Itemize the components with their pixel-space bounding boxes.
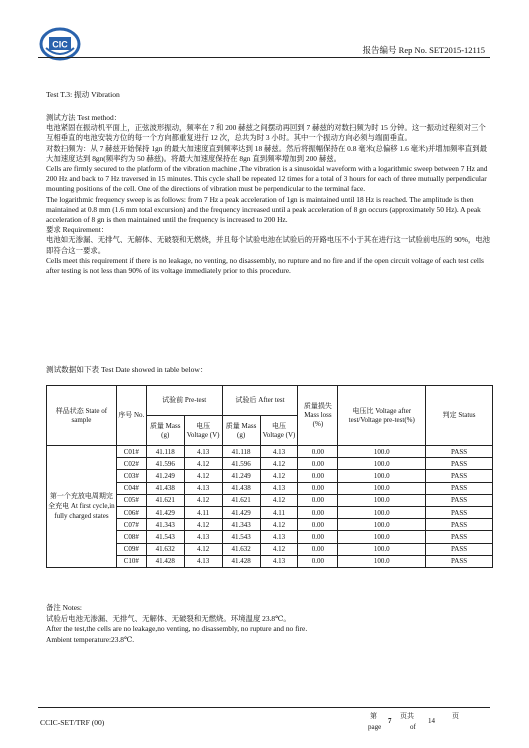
header-post-voltage: 电压 Voltage (V) bbox=[260, 416, 298, 446]
cell-post-mass: 41.543 bbox=[222, 531, 260, 543]
cell-pre-mass: 41.543 bbox=[146, 531, 184, 543]
cell-post-v: 4.11 bbox=[260, 506, 298, 518]
cell-pre-mass: 41.118 bbox=[146, 446, 184, 458]
cell-pre-v: 4.13 bbox=[184, 531, 222, 543]
header-after-test: 试验后 After test bbox=[222, 386, 298, 416]
cell-post-mass: 41.118 bbox=[222, 446, 260, 458]
cell-ratio: 100.0 bbox=[338, 470, 426, 482]
cell-loss: 0.00 bbox=[298, 458, 338, 470]
page-cn-total: 页共 bbox=[400, 712, 414, 720]
cell-post-v: 4.13 bbox=[260, 482, 298, 494]
cell-no: C09# bbox=[116, 543, 146, 555]
method-label: 测试方法 Test method： bbox=[46, 113, 122, 122]
page-en: page bbox=[368, 723, 382, 731]
footer-divider bbox=[38, 707, 490, 708]
cell-post-v: 4.12 bbox=[260, 470, 298, 482]
cell-post-mass: 41.428 bbox=[222, 555, 260, 567]
cell-pre-mass: 41.249 bbox=[146, 470, 184, 482]
cell-pre-v: 4.13 bbox=[184, 482, 222, 494]
cell-ratio: 100.0 bbox=[338, 555, 426, 567]
cell-pre-mass: 41.343 bbox=[146, 519, 184, 531]
cell-loss: 0.00 bbox=[298, 506, 338, 518]
cell-post-mass: 41.429 bbox=[222, 506, 260, 518]
cell-pre-mass: 41.596 bbox=[146, 458, 184, 470]
cell-no: C10# bbox=[116, 555, 146, 567]
cell-post-mass: 41.438 bbox=[222, 482, 260, 494]
cell-loss: 0.00 bbox=[298, 555, 338, 567]
header-no: 序号 No. bbox=[116, 386, 146, 446]
header-voltage-ratio: 电压比 Voltage after test/Voltage pre-test(%) bbox=[338, 386, 426, 446]
header-pre-mass: 质量 Mass (g) bbox=[146, 416, 184, 446]
cell-ratio: 100.0 bbox=[338, 446, 426, 458]
cell-ratio: 100.0 bbox=[338, 458, 426, 470]
cell-ratio: 100.0 bbox=[338, 531, 426, 543]
method-block bbox=[46, 113, 492, 276]
cell-pre-mass: 41.632 bbox=[146, 543, 184, 555]
cell-loss: 0.00 bbox=[298, 519, 338, 531]
cell-ratio: 100.0 bbox=[338, 482, 426, 494]
cell-ratio: 100.0 bbox=[338, 543, 426, 555]
header-state: 样品状态 State of sample bbox=[47, 386, 117, 446]
header-pre-voltage: 电压 Voltage (V) bbox=[184, 416, 222, 446]
cell-pre-v: 4.12 bbox=[184, 458, 222, 470]
cell-loss: 0.00 bbox=[298, 482, 338, 494]
header-divider bbox=[38, 57, 490, 58]
cell-pre-v: 4.12 bbox=[184, 519, 222, 531]
cell-ratio: 100.0 bbox=[338, 506, 426, 518]
cell-no: C03# bbox=[116, 470, 146, 482]
header-mass-loss: 质量损失 Mass loss (%) bbox=[298, 386, 338, 446]
cell-pre-v: 4.11 bbox=[184, 506, 222, 518]
cell-pre-v: 4.12 bbox=[184, 494, 222, 506]
cell-post-v: 4.12 bbox=[260, 543, 298, 555]
header-post-mass: 质量 Mass (g) bbox=[222, 416, 260, 446]
cell-loss: 0.00 bbox=[298, 446, 338, 458]
cell-no: C08# bbox=[116, 531, 146, 543]
report-number: 报告编号 Rep No. SET2015-12115 bbox=[362, 45, 485, 55]
method-en-2: The logarithmic frequency sweep is as follows: from 7 Hz a peak acceleration of 1gn is maintained until 18 Hz is reached. The amplitude is then maintained at 0.8 mm (1.6 mm total excursion) and the frequency increased until a peak acceleration of 8 gn occurs (approximately 50 Hz). A peak acceleration of 8 gn is then maintained until the frequency is increased to 200 Hz. bbox=[46, 194, 481, 225]
form-number: CCIC-SET/TRF (00) bbox=[40, 718, 105, 727]
cell-pre-v: 4.12 bbox=[184, 470, 222, 482]
cell-post-v: 4.12 bbox=[260, 519, 298, 531]
cell-post-v: 4.13 bbox=[260, 555, 298, 567]
cell-status: PASS bbox=[426, 494, 493, 506]
requirement-cn: 电池如无渗漏、无排气、无解体、无破裂和无燃烧，并且每个试验电池在试验后的开路电压不小于其在进行这一试验前电压的 90%，电池即符合这一要求。 bbox=[46, 235, 491, 255]
cell-ratio: 100.0 bbox=[338, 494, 426, 506]
requirement-label: 要求 Requirement： bbox=[46, 225, 109, 235]
header-status: 判定 Status bbox=[426, 386, 493, 446]
cell-post-mass: 41.596 bbox=[222, 458, 260, 470]
cell-pre-v: 4.12 bbox=[184, 543, 222, 555]
cell-pre-mass: 41.428 bbox=[146, 555, 184, 567]
cell-loss: 0.00 bbox=[298, 531, 338, 543]
notes-temp: Ambient temperature:23.8℃. bbox=[46, 634, 135, 644]
notes-label: 备注 Notes: bbox=[46, 603, 82, 612]
data-intro: 测试数据如下表 Test Date showed in table below： bbox=[46, 365, 208, 374]
state-cell: 第一个充放电周期完全充电 At first cycle,in fully charged states bbox=[47, 446, 117, 568]
cell-status: PASS bbox=[426, 531, 493, 543]
cell-no: C01# bbox=[116, 446, 146, 458]
cell-post-v: 4.12 bbox=[260, 458, 298, 470]
page-indicator bbox=[370, 711, 470, 739]
logo-text: CIC bbox=[52, 39, 68, 50]
table-row bbox=[47, 446, 493, 458]
total-pages: 14 bbox=[428, 717, 435, 725]
cell-post-v: 4.12 bbox=[260, 494, 298, 506]
cell-pre-mass: 41.621 bbox=[146, 494, 184, 506]
cell-loss: 0.00 bbox=[298, 543, 338, 555]
cell-pre-mass: 41.429 bbox=[146, 506, 184, 518]
cell-no: C04# bbox=[116, 482, 146, 494]
cell-no: C05# bbox=[116, 494, 146, 506]
cell-status: PASS bbox=[426, 506, 493, 518]
cell-post-mass: 41.249 bbox=[222, 470, 260, 482]
cell-pre-v: 4.13 bbox=[184, 446, 222, 458]
method-cn-1: 电池紧固在振动机平面上，正弦波形振动，频率在 7 和 200 赫兹之间摆动再回到 7 赫兹的对数扫频为时 15 分钟。这一振动过程须对三个互相垂直的电池安装方位的每一个方向都重复进行 12 次，总共为时 3 小时。其中一个振动方向必须与端面垂直。 bbox=[46, 123, 486, 143]
cell-post-mass: 41.621 bbox=[222, 494, 260, 506]
cell-no: C07# bbox=[116, 519, 146, 531]
cell-status: PASS bbox=[426, 446, 493, 458]
page-cn-prefix: 第 bbox=[370, 712, 377, 720]
test-title: Test T.3: 振动 Vibration bbox=[46, 90, 120, 99]
cell-ratio: 100.0 bbox=[338, 519, 426, 531]
requirement-en: Cells meet this requirement if there is no leakage, no venting, no disassembly, no rupture and no fire and if the open circuit voltage of each test cells after testing is not less than 90% of its voltage immediately prior to this procedure. bbox=[46, 255, 484, 276]
cell-post-mass: 41.632 bbox=[222, 543, 260, 555]
header-pre-test: 试验前 Pre-test bbox=[146, 386, 222, 416]
notes-en: After the test,the cells are no leakage,no venting, no disassembly, no rupture and no fire. bbox=[46, 624, 308, 634]
cell-pre-mass: 41.438 bbox=[146, 482, 184, 494]
method-cn-2: 对数扫频为：从 7 赫兹开始保持 1gn 的最大加速度直到频率达到 18 赫兹。然后将振幅保持在 0.8 毫米(总偏移 1.6 毫米)并增加频率直到最大加速度达到 8gn(频率约为 50 赫兹)。将最大加速度保持在 8gn 直到频率增加到 200 赫兹。 bbox=[46, 143, 487, 163]
method-en-1: Cells are firmly secured to the platform of the vibration machine ,The vibration is a sinusoidal waveform with a logarithmic sweep between 7 Hz and 200 Hz and back to 7 Hz traversed in 15 minutes. This cycle shall be repeated 12 times for a total of 3 hours for each of three mutually perpendicular mounting positions of the cell. One of the directions of vibration must be perpendicular to the terminal face. bbox=[46, 164, 488, 194]
cell-no: C06# bbox=[116, 506, 146, 518]
cell-loss: 0.00 bbox=[298, 470, 338, 482]
cell-pre-v: 4.13 bbox=[184, 555, 222, 567]
test-data-table bbox=[46, 385, 493, 568]
cell-post-v: 4.13 bbox=[260, 446, 298, 458]
page-cn-suffix: 页 bbox=[452, 712, 459, 720]
cell-status: PASS bbox=[426, 458, 493, 470]
cell-loss: 0.00 bbox=[298, 494, 338, 506]
cell-post-mass: 41.343 bbox=[222, 519, 260, 531]
cell-no: C02# bbox=[116, 458, 146, 470]
cell-status: PASS bbox=[426, 470, 493, 482]
cell-status: PASS bbox=[426, 543, 493, 555]
of-en: of bbox=[410, 723, 416, 731]
notes-block bbox=[46, 603, 307, 645]
cell-post-v: 4.13 bbox=[260, 531, 298, 543]
cell-status: PASS bbox=[426, 482, 493, 494]
cell-status: PASS bbox=[426, 519, 493, 531]
cell-status: PASS bbox=[426, 555, 493, 567]
notes-cn: 试验后电池无渗漏、无排气、无解体、无破裂和无燃烧。环境温度 23.8℃。 bbox=[46, 613, 291, 623]
page-number: 7 bbox=[388, 717, 392, 725]
